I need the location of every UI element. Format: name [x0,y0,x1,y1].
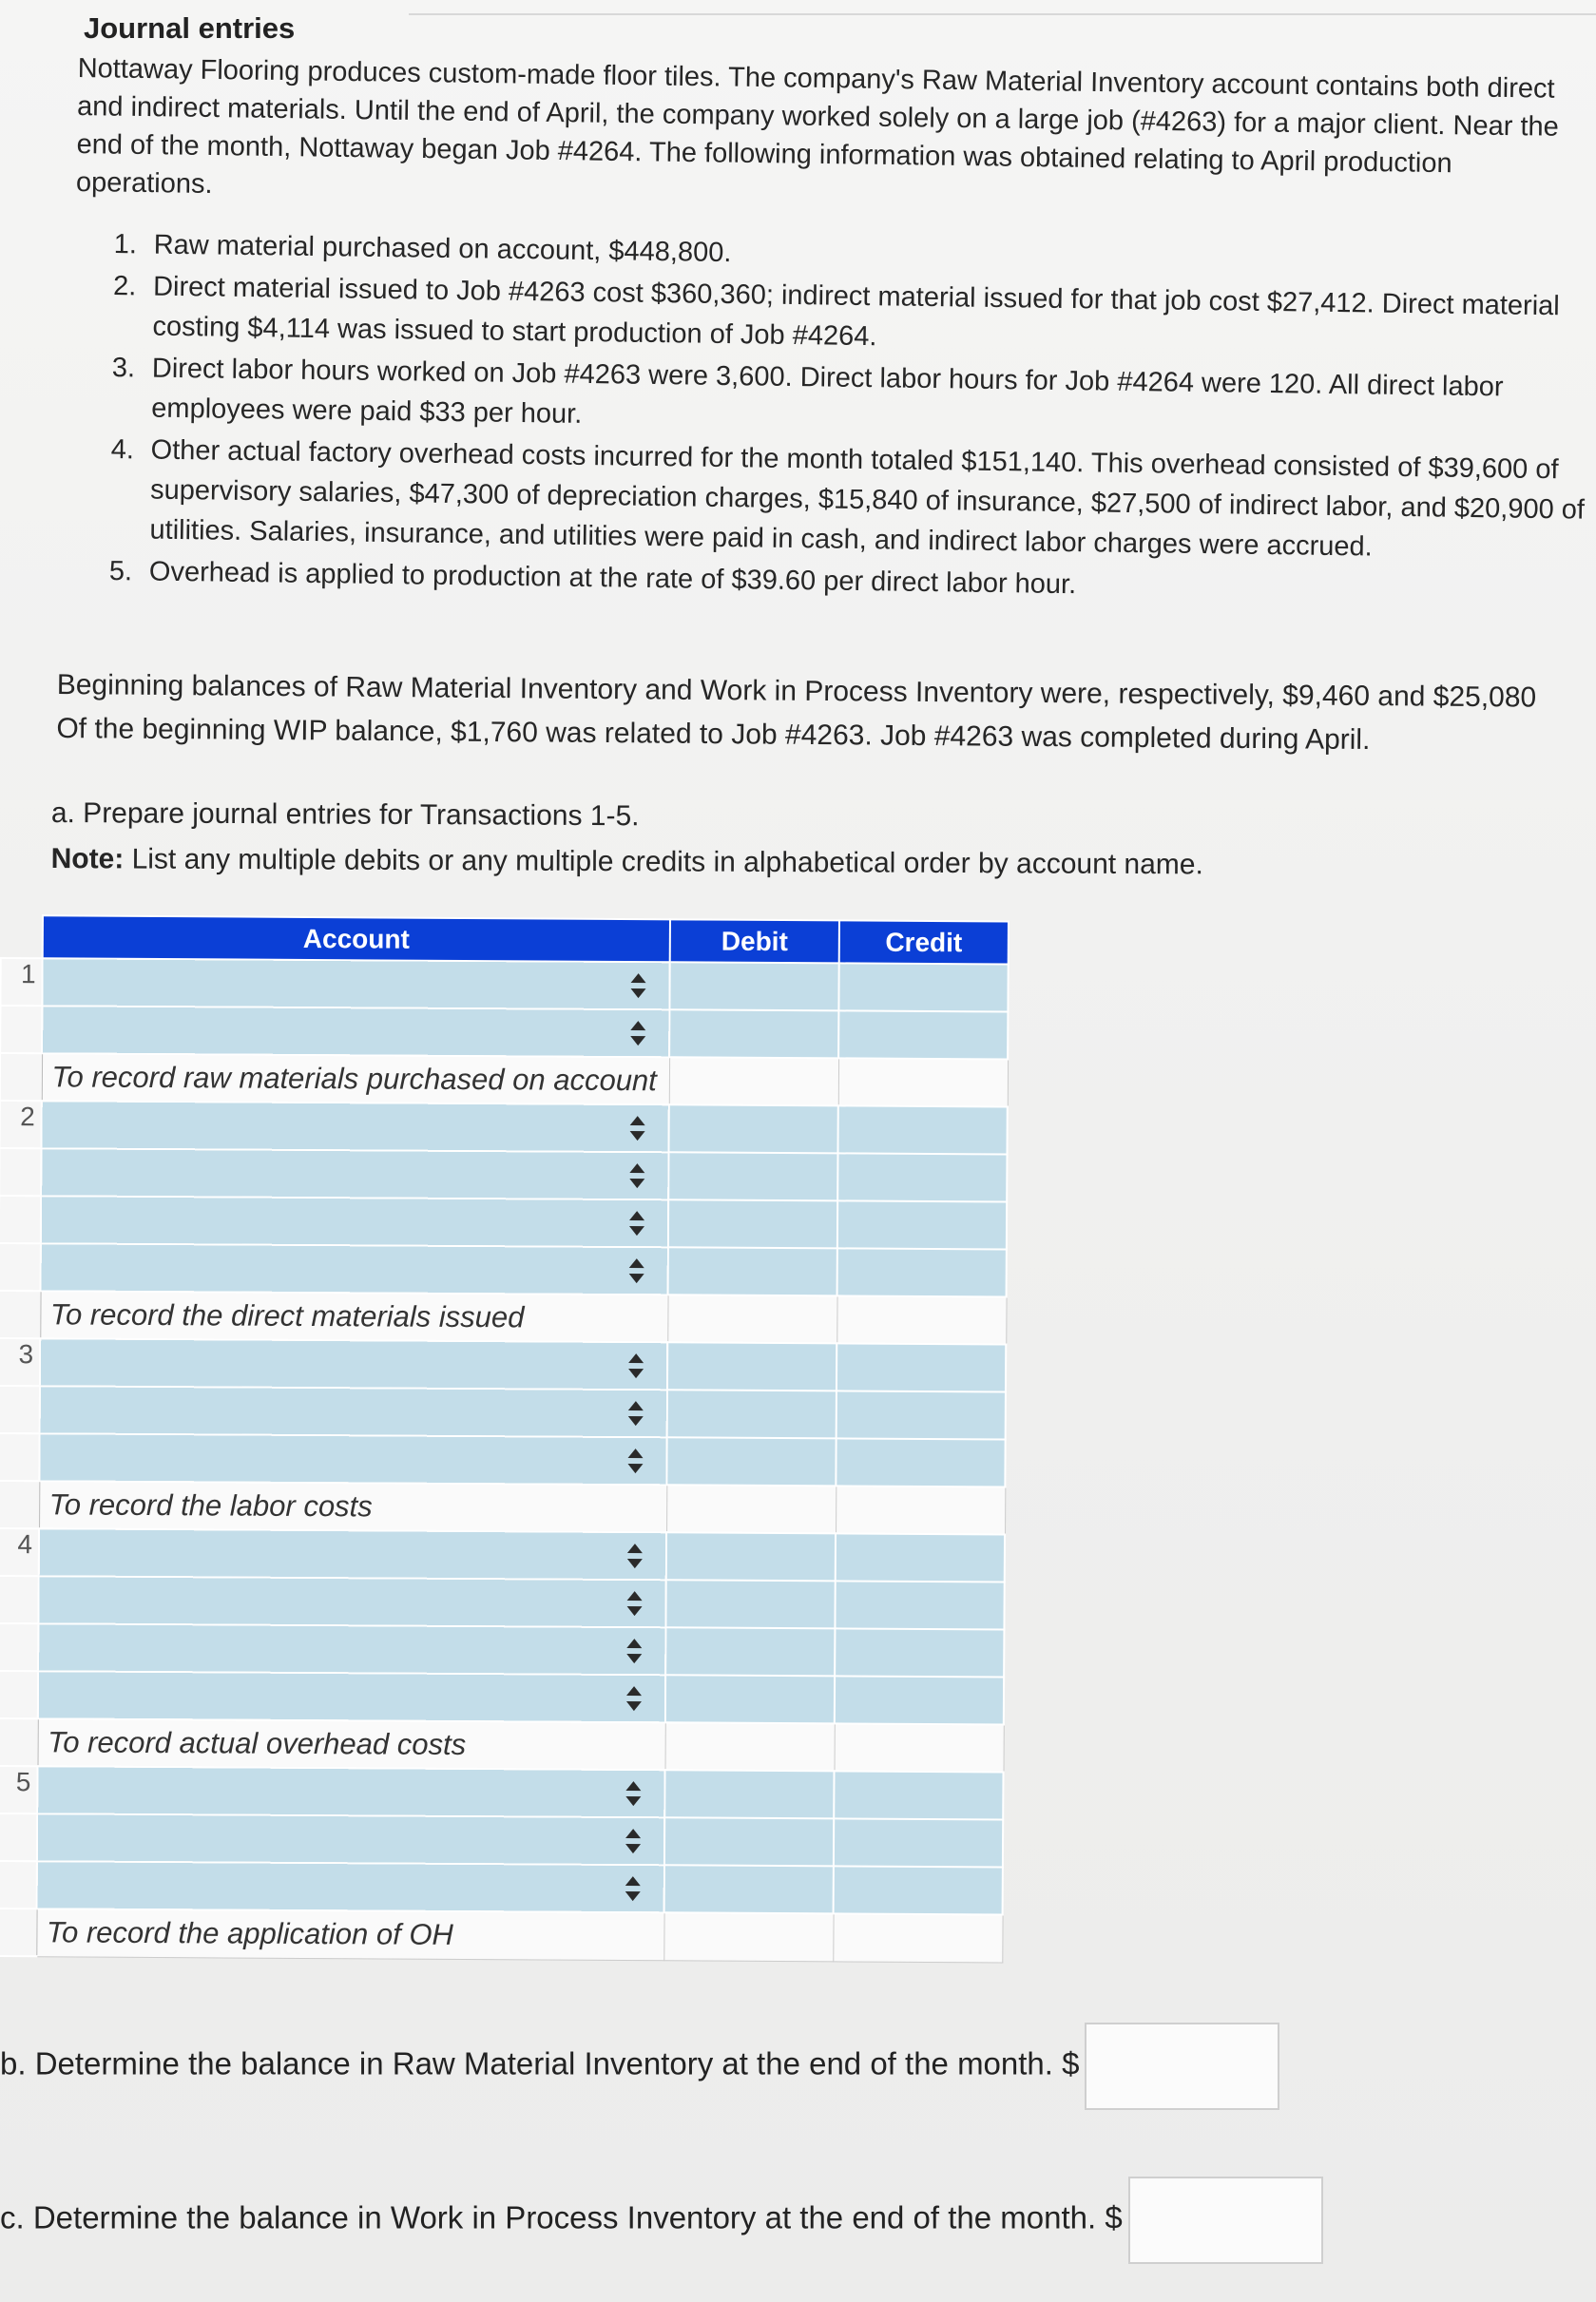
entry-number [0,1861,37,1909]
journal-row [0,1813,1003,1867]
select-arrows-icon [627,1544,643,1568]
journal-row [0,1861,1003,1914]
debit-input[interactable] [668,1104,837,1153]
transaction-item [109,430,1594,570]
journal-row [0,1148,1007,1201]
entry-number: 5 [0,1766,38,1813]
select-arrows-icon [628,1353,644,1378]
credit-input[interactable] [837,1105,1007,1154]
entry-memo: To record actual overhead costs [38,1718,665,1770]
memo-row [0,1291,1007,1344]
entry-number [0,1576,39,1623]
account-select[interactable] [41,1243,668,1295]
select-arrows-icon [628,1401,644,1426]
wip-balance-input[interactable] [1128,2177,1323,2264]
entry-memo: To record the labor costs [39,1481,666,1532]
account-select[interactable] [42,1006,669,1057]
journal-row [0,958,1008,1011]
entry-number [0,1196,41,1243]
credit-input[interactable] [835,1676,1004,1724]
transaction-text: Direct labor hours worked on Job #4263 were 3,600. Direct labor hours for Job #4264 were 120. All direct labor employees were paid $33 per hour. [151,353,1504,430]
journal-table-wrapper [0,914,1010,1963]
journal-row [0,1623,1004,1677]
header-account: Account [43,915,670,962]
journal-row [0,1196,1007,1249]
memo-spacer [0,1909,37,1956]
account-select[interactable] [40,1338,667,1390]
entry-number: 2 [0,1101,42,1148]
memo-row [0,1909,1003,1962]
credit-input[interactable] [835,1628,1004,1677]
account-select[interactable] [42,958,669,1009]
select-arrows-icon [625,1876,641,1901]
select-arrows-icon [629,1163,644,1188]
select-arrows-icon [627,1448,643,1473]
select-arrows-icon [625,1781,641,1806]
debit-input[interactable] [669,962,838,1010]
credit-input[interactable] [836,1343,1006,1391]
problem-intro: Nottaway Flooring produces custom-made floor tiles. The company's Raw Material Inventory account contains both direct and indirect materials. Until the end of April, the company worked solely on a large job (#4263) for a major client. Near the end of the month, Nottaway began Job #4264. The following information was obtained relating to April production operations. [75,52,1559,200]
question-b-text: b. Determine the balance in Raw Material Inventory at the end of the month. $ [0,2045,1080,2081]
credit-input[interactable] [834,1771,1003,1819]
account-select[interactable] [39,1433,666,1485]
account-select[interactable] [38,1671,665,1722]
journal-row [0,1671,1004,1724]
journal-row [0,1433,1006,1487]
credit-input[interactable] [834,1818,1003,1867]
credit-input[interactable] [838,963,1008,1011]
select-arrows-icon [626,1686,642,1711]
memo-credit-blank [835,1723,1004,1772]
account-select[interactable] [37,1766,664,1817]
transaction-text: Direct material issued to Job #4263 cost $360,360; indirect material issued for that job cost $27,412. Direct material costing $4,114 was issued to start production of Job #4264. [152,271,1560,353]
debit-input[interactable] [664,1865,834,1913]
account-select[interactable] [40,1386,667,1437]
account-select[interactable] [37,1861,664,1912]
journal-row [0,1338,1006,1391]
journal-row [0,1101,1008,1154]
transaction-number: 2. [112,270,137,302]
question-b [0,2023,1279,2110]
credit-input[interactable] [834,1866,1003,1914]
debit-input[interactable] [664,1770,834,1818]
debit-input[interactable] [668,1199,837,1248]
account-select[interactable] [41,1101,668,1152]
memo-row [0,1481,1005,1534]
raw-material-balance-input[interactable] [1085,2023,1279,2110]
debit-input[interactable] [669,1009,838,1058]
memo-row [0,1718,1004,1772]
account-select[interactable] [41,1196,668,1247]
select-arrows-icon [630,1116,645,1141]
memo-debit-blank [663,1912,833,1961]
part-a-note [50,836,1476,890]
select-arrows-icon [627,1591,643,1616]
select-arrows-icon [629,1211,644,1236]
part-a-instructions [50,791,1476,890]
entry-number: 1 [0,958,42,1006]
transaction-text: Other actual factory overhead costs incurred for the month totaled $151,140. This overhead consisted of $39,600 of supervisory salaries, $47,300 of depreciation charges, $15,840 of insurance, $27,500 of indirect labor, and $20,900 of utilities. Salaries, insurance, and utilities were paid in cash, and indirect labor charges were accrued. [149,434,1586,563]
entry-number [0,1386,40,1433]
memo-credit-blank [833,1913,1002,1962]
part-a-prompt: a. Prepare journal entries for Transactions 1-5. [50,796,640,833]
memo-debit-blank [669,1057,838,1105]
entry-number [0,1006,42,1053]
select-arrows-icon [630,973,645,998]
entry-number [0,1671,38,1718]
header-credit: Credit [839,920,1009,964]
entry-number [0,1813,37,1861]
journal-row [0,1006,1008,1059]
entry-number [0,1623,38,1671]
entry-number [0,1148,41,1196]
header-spacer [1,915,43,958]
transaction-number: 4. [110,433,135,466]
account-select[interactable] [37,1813,664,1865]
entry-number: 3 [0,1338,40,1386]
debit-input[interactable] [667,1390,836,1438]
debit-input[interactable] [667,1342,836,1391]
beginning-balances [56,663,1596,764]
transaction-number: 3. [111,352,136,384]
credit-input[interactable] [837,1200,1007,1249]
beginning-balances-line-1: Beginning balances of Raw Material Inventory and Work in Process Inventory were, respectively, $9,460 and $25,080 [56,668,1537,714]
memo-spacer [0,1718,38,1766]
note-text: List any multiple debits or any multiple credits in alphabetical order by account name. [124,843,1203,881]
memo-debit-blank [666,1485,836,1533]
debit-input[interactable] [664,1817,834,1866]
entry-memo: To record the direct materials issued [40,1291,667,1342]
debit-input[interactable] [668,1152,837,1200]
transaction-number: 1. [113,228,138,260]
journal-row [0,1766,1004,1819]
account-select[interactable] [38,1623,665,1675]
credit-input[interactable] [836,1391,1006,1439]
entry-number [0,1243,41,1291]
credit-input[interactable] [836,1533,1005,1582]
journal-row [0,1386,1006,1439]
memo-debit-blank [665,1722,835,1771]
entry-number: 4 [0,1528,39,1576]
debit-input[interactable] [666,1437,836,1486]
credit-input[interactable] [837,1248,1007,1296]
debit-input[interactable] [668,1247,837,1295]
select-arrows-icon [630,1021,645,1045]
debit-input[interactable] [665,1580,835,1628]
header-debit: Debit [670,919,839,963]
select-arrows-icon [626,1639,642,1663]
credit-input[interactable] [835,1581,1004,1629]
select-arrows-icon [629,1258,644,1283]
account-select[interactable] [38,1576,665,1627]
credit-input[interactable] [838,1010,1008,1059]
entry-number [0,1433,40,1481]
account-select[interactable] [41,1148,668,1199]
journal-row [0,1528,1005,1582]
journal-row [0,1576,1005,1629]
select-arrows-icon [625,1829,641,1853]
debit-input[interactable] [665,1675,835,1723]
transaction-text: Overhead is applied to production at the rate of $39.60 per direct labor hour. [148,556,1077,601]
entry-memo: To record the application of OH [36,1909,663,1960]
top-divider [409,13,1596,15]
credit-input[interactable] [837,1153,1007,1201]
beginning-balances-line-2: Of the beginning WIP balance, $1,760 was related to Job #4263. Job #4263 was completed during April. [56,712,1371,757]
note-label: Note: [50,842,125,875]
question-c [0,2177,1323,2264]
memo-credit-blank [838,1058,1008,1106]
memo-row [0,1053,1008,1106]
journal-entry-table [0,914,1010,1963]
memo-spacer [0,1053,42,1101]
question-c-text: c. Determine the balance in Work in Process Inventory at the end of the month. $ [0,2199,1123,2235]
page-title: Journal entries [84,11,296,45]
memo-spacer [0,1481,39,1528]
transaction-text: Raw material purchased on account, $448,800. [153,229,732,269]
credit-input[interactable] [836,1438,1005,1487]
account-select[interactable] [39,1528,666,1580]
entry-memo: To record raw materials purchased on account [42,1053,669,1104]
transaction-number: 5. [108,555,133,587]
memo-debit-blank [667,1295,836,1343]
transaction-list [109,224,1596,614]
memo-spacer [0,1291,41,1338]
debit-input[interactable] [666,1532,836,1581]
journal-row [0,1243,1007,1296]
debit-input[interactable] [665,1627,835,1676]
journal-table-body [0,958,1009,1962]
table-header-row [1,915,1009,964]
memo-credit-blank [836,1486,1005,1534]
memo-credit-blank [836,1295,1006,1344]
